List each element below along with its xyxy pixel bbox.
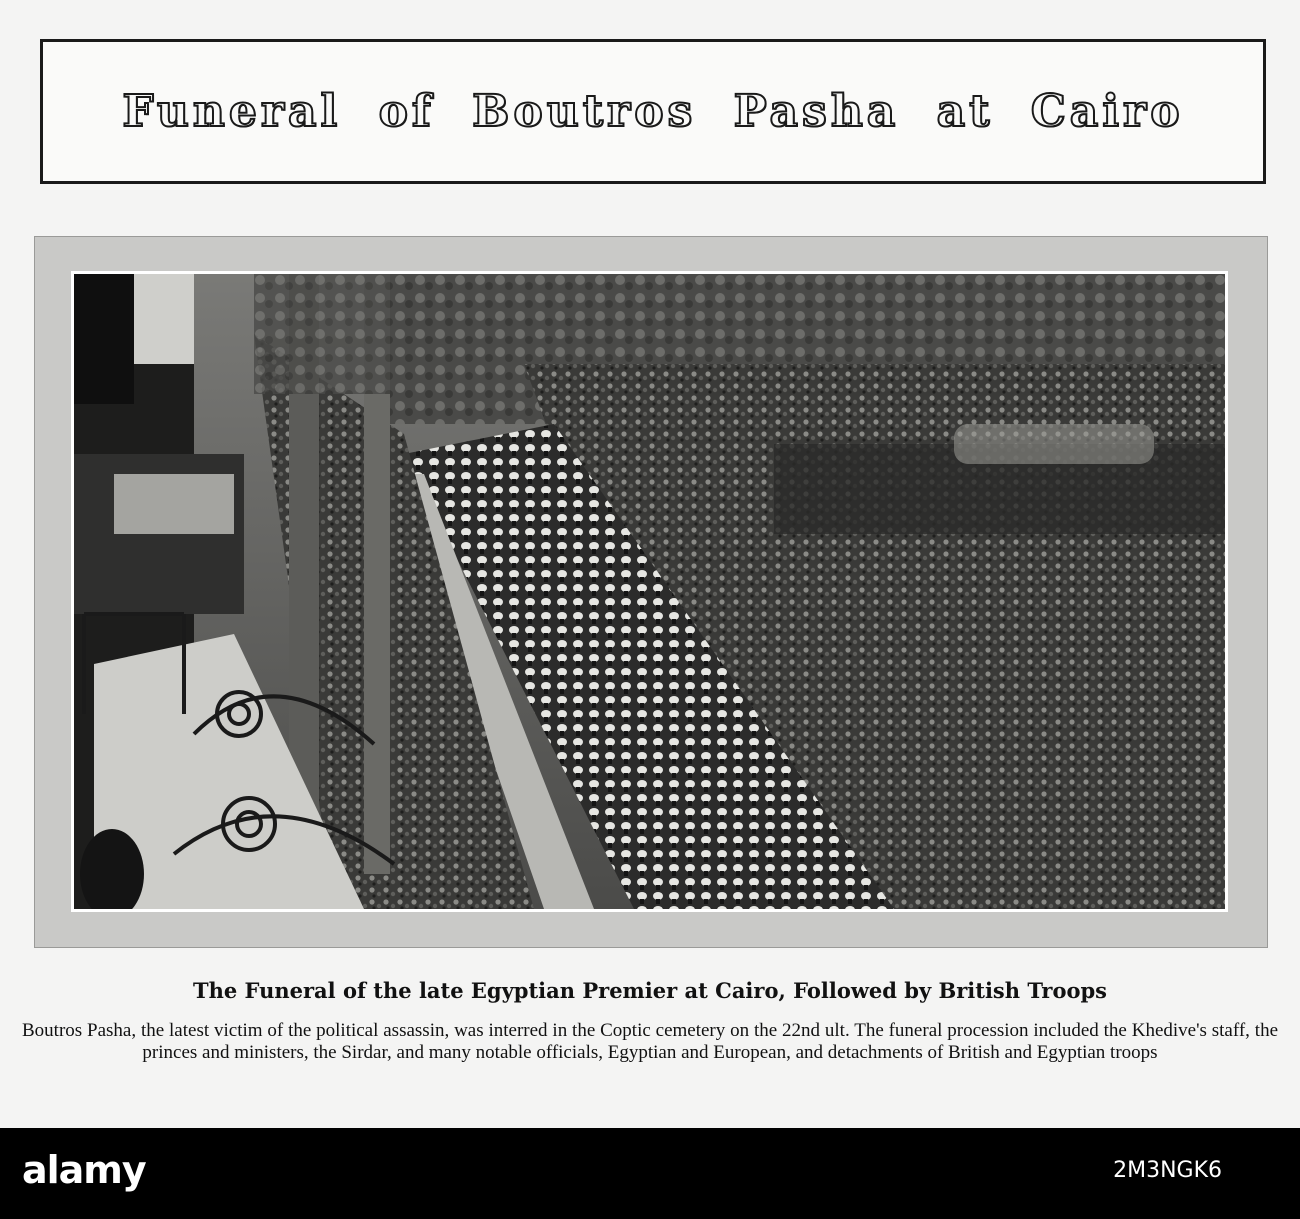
stock-photo-logo: alamy — [22, 1148, 146, 1192]
image-id-label: 2M3NGK6 — [1113, 1158, 1222, 1183]
watermark-footer-bar — [0, 1128, 1300, 1219]
caption-body: Boutros Pasha, the latest victim of the political assassin, was interred in the Coptic cemetery on the 22nd ult. The funeral procession included the Khedive's staff, the princes and ministers, the Sirdar, and many notable officials, Egyptian and European, and detachments of British and Egyptian troops — [22, 1020, 1278, 1063]
funeral-procession-photo — [71, 271, 1228, 912]
caption-heading: The Funeral of the late Egyptian Premier at Cairo, Followed by British Troops — [192, 978, 1108, 1003]
page-title: Funeral of Boutros Pasha at Cairo — [122, 86, 1184, 137]
photo-image — [74, 274, 1225, 909]
title-box — [40, 39, 1266, 184]
photo-frame — [34, 236, 1268, 948]
